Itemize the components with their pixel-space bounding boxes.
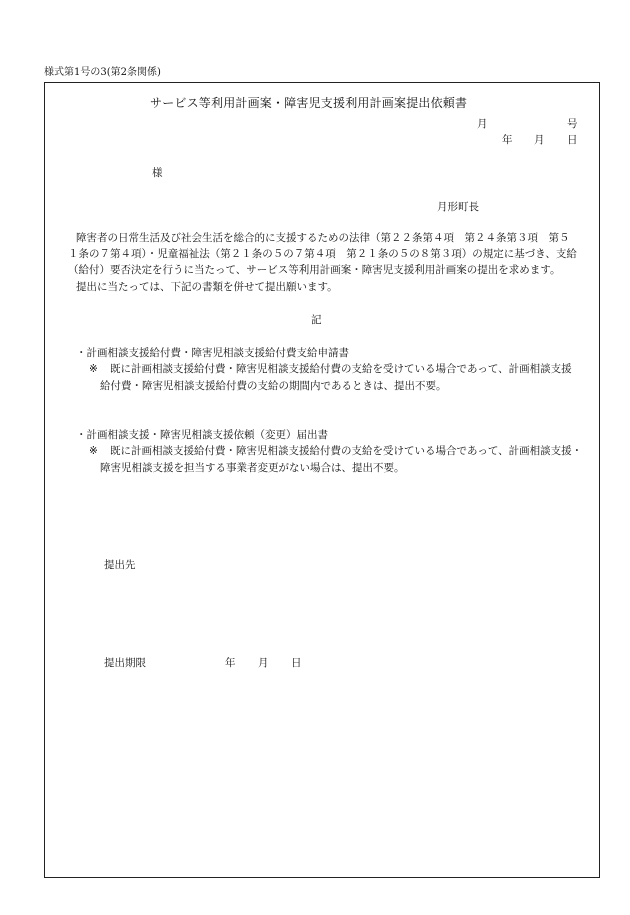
issuer-name: 月形町長 bbox=[437, 201, 479, 213]
deadline-year: 年 bbox=[225, 657, 236, 669]
doc-number-month: 月 bbox=[477, 118, 488, 130]
note-mark: ※ bbox=[89, 363, 98, 375]
submission-deadline-label: 提出期限 bbox=[104, 657, 146, 669]
body-text-line: 障害者の日常生活及び社会生活を総合的に支援するための法律（第２２条第４項 第２４条第３項 第５ bbox=[76, 232, 570, 244]
body-text-line: １条の７第４項）・児童福祉法（第２１条の５の７第４項 第２１条の５の８第３項）の規定に基づき、支給 bbox=[68, 248, 577, 260]
deadline-day: 日 bbox=[291, 657, 302, 669]
form-code: 様式第1号の3(第2条関係) bbox=[44, 67, 161, 78]
addressee-suffix: 様 bbox=[152, 167, 163, 179]
document-title: サービス等利用計画案・障害児支援利用計画案提出依頼書 bbox=[150, 96, 468, 110]
item-title: ・計画相談支援給付費・障害児相談支援給付費支給申請書 bbox=[76, 347, 349, 359]
form-frame bbox=[44, 82, 600, 878]
note-mark: ※ bbox=[89, 445, 98, 457]
body-text-line: （給付）要否決定を行うに当たって、サービス等利用計画案・障害児支援利用計画案の提出を求めます。 bbox=[68, 264, 561, 276]
item-note-line: 給付費・障害児相談支援給付費の支給の期間内であるときは、提出不要。 bbox=[100, 380, 447, 392]
item-note-line: 既に計画相談支援給付費・障害児相談支援給付費の支給を受けている場合であって、計画相談支援・ bbox=[110, 445, 583, 457]
date-year: 年 bbox=[502, 134, 513, 146]
doc-number-suffix: 号 bbox=[567, 118, 578, 130]
ki-heading: 記 bbox=[311, 314, 322, 326]
item-note-line: 既に計画相談支援給付費・障害児相談支援給付費の支給を受けている場合であって、計画相談支援 bbox=[110, 363, 572, 375]
item-note-line: 障害児相談支援を担当する事業者変更がない場合は、提出不要。 bbox=[100, 462, 405, 474]
deadline-month: 月 bbox=[258, 657, 269, 669]
body-text-line: 提出に当たっては、下記の書類を併せて提出願います。 bbox=[76, 281, 338, 293]
date-month: 月 bbox=[534, 134, 545, 146]
item-title: ・計画相談支援・障害児相談支援依頼（変更）届出書 bbox=[76, 429, 328, 441]
date-day: 日 bbox=[567, 134, 578, 146]
submission-destination-label: 提出先 bbox=[104, 559, 136, 571]
